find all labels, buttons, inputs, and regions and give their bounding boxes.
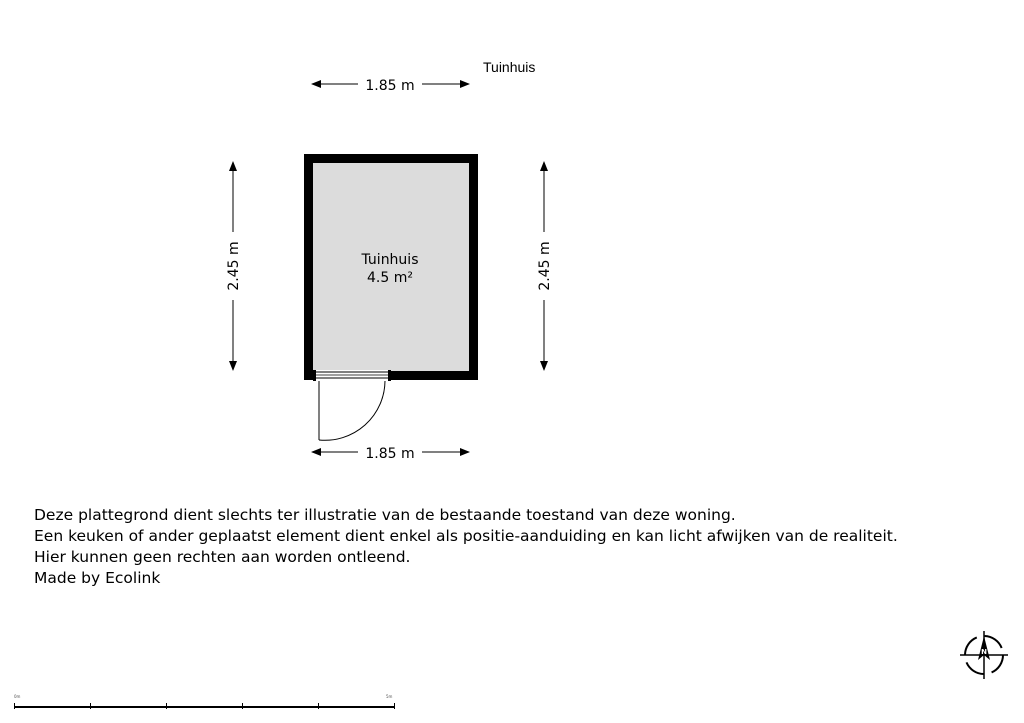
scale-start-label: 0m [14, 694, 21, 699]
plan-title: Tuinhuis [483, 59, 536, 75]
disclaimer [34, 505, 898, 589]
compass-letter: N [981, 648, 987, 656]
dimension-left [226, 162, 242, 370]
door-swing [319, 381, 385, 440]
scale-segment [90, 706, 166, 708]
room-name: Tuinhuis [361, 252, 419, 268]
dimension-bottom [312, 446, 469, 462]
scale-segment [242, 706, 318, 708]
scale-segment [318, 706, 394, 708]
scale-bar [14, 694, 396, 710]
dimension-top-label: 1.85 m [365, 78, 415, 94]
dimension-left-label: 2.45 m [226, 241, 242, 291]
dimension-bottom-label: 1.85 m [365, 446, 415, 462]
scale-segment [166, 706, 242, 708]
disclaimer-line-3: Hier kunnen geen rechten aan worden ontleend. [34, 548, 411, 566]
disclaimer-line-4: Made by Ecolink [34, 569, 161, 587]
disclaimer-line-2: Een keuken of ander geplaatst element dient enkel als positie-aanduiding en kan licht afwijken van de realiteit. [34, 527, 898, 545]
dimension-right-label: 2.45 m [537, 241, 553, 291]
disclaimer-line-1: Deze plattegrond dient slechts ter illustratie van de bestaande toestand van deze woning. [34, 506, 736, 524]
dimension-right [537, 162, 553, 370]
scale-segment [14, 706, 90, 708]
room-area: 4.5 m² [367, 270, 413, 286]
compass-north-icon [960, 631, 1008, 679]
dimension-top [312, 78, 469, 94]
scale-end-label: 5m [386, 694, 393, 699]
